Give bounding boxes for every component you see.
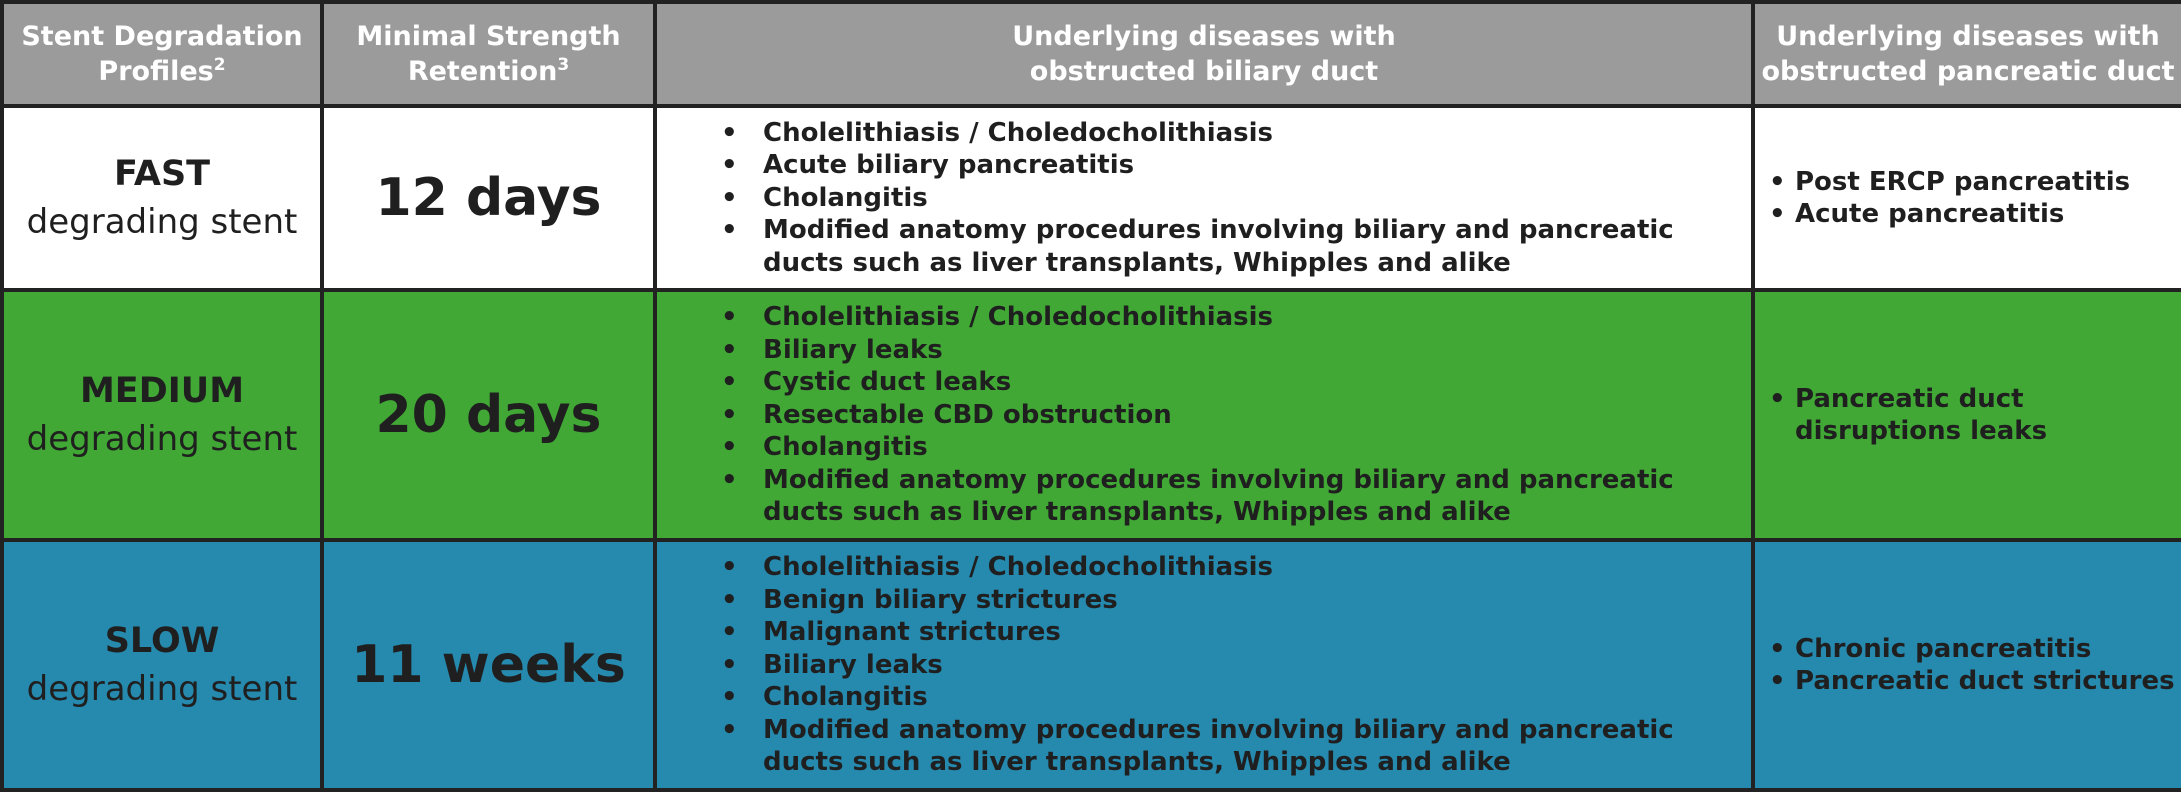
list-item: • Modified anatomy procedures involving biliary and pancreatic ducts such as liver transplants, Whipples and alike (701, 214, 1751, 279)
footnote-marker: 3 (557, 55, 570, 75)
list-item: • Biliary leaks (701, 649, 1751, 682)
profile-subtitle: degrading stent (26, 202, 298, 242)
retention-value: 11 weeks (322, 540, 655, 790)
profile-subtitle: degrading stent (26, 669, 298, 709)
list-item: • Resectable CBD obstruction (701, 399, 1751, 432)
pancreatic-diseases-cell (1753, 540, 2181, 790)
profile-name: FAST (113, 154, 211, 194)
pancreatic-diseases-list (1755, 633, 2181, 698)
list-item: • Biliary leaks (701, 334, 1751, 367)
list-item: • Chronic pancreatitis (1769, 633, 2181, 666)
table-header-row (2, 2, 2181, 106)
list-item: • Cholelithiasis / Choledocholithiasis (701, 551, 1751, 584)
table-row-slow (2, 540, 2181, 790)
list-item: • Cholangitis (701, 681, 1751, 714)
list-item: • Pancreatic duct strictures (1769, 665, 2181, 698)
biliary-diseases-list (657, 117, 1751, 280)
profile-name: SLOW (104, 621, 220, 661)
header-biliary-duct-diseases: Underlying diseases with obstructed biliary duct (655, 2, 1753, 106)
pancreatic-diseases-list (1755, 383, 2181, 448)
list-item: • Cholangitis (701, 182, 1751, 215)
table-row-fast (2, 106, 2181, 290)
profile-cell (2, 540, 322, 790)
header-pancreatic-duct-diseases: Underlying diseases with obstructed pancreatic duct (1753, 2, 2181, 106)
pancreatic-diseases-cell (1753, 106, 2181, 290)
biliary-diseases-cell (655, 540, 1753, 790)
biliary-diseases-list (657, 551, 1751, 779)
list-item: • Pancreatic duct disruptions leaks (1769, 383, 2181, 448)
list-item: • Malignant strictures (701, 616, 1751, 649)
list-item: • Post ERCP pancreatitis (1769, 166, 2181, 199)
pancreatic-diseases-cell (1753, 290, 2181, 540)
list-item: • Cystic duct leaks (701, 366, 1751, 399)
list-item: • Acute biliary pancreatitis (701, 149, 1751, 182)
list-item: • Modified anatomy procedures involving biliary and pancreatic ducts such as liver transplants, Whipples and alike (701, 464, 1751, 529)
list-item: • Cholelithiasis / Choledocholithiasis (701, 117, 1751, 150)
profile-cell (2, 290, 322, 540)
biliary-diseases-list (657, 301, 1751, 529)
list-item: • Cholelithiasis / Choledocholithiasis (701, 301, 1751, 334)
list-item: • Modified anatomy procedures involving biliary and pancreatic ducts such as liver transplants, Whipples and alike (701, 714, 1751, 779)
profile-subtitle: degrading stent (26, 419, 298, 459)
list-item: • Acute pancreatitis (1769, 198, 2181, 231)
retention-value: 20 days (322, 290, 655, 540)
pancreatic-diseases-list (1755, 166, 2181, 231)
list-item: • Cholangitis (701, 431, 1751, 464)
header-minimal-strength-retention: Minimal Strength Retention$^3$ (322, 2, 655, 106)
list-item: • Benign biliary strictures (701, 584, 1751, 617)
profile-cell (2, 106, 322, 290)
profile-name: MEDIUM (79, 371, 245, 411)
header-stent-degradation-profiles: Stent Degradation Profiles$^2$ (2, 2, 322, 106)
biliary-diseases-cell (655, 290, 1753, 540)
table-row-medium (2, 290, 2181, 540)
retention-value: 12 days (322, 106, 655, 290)
footnote-marker: 2 (213, 55, 226, 75)
biliary-diseases-cell (655, 106, 1753, 290)
